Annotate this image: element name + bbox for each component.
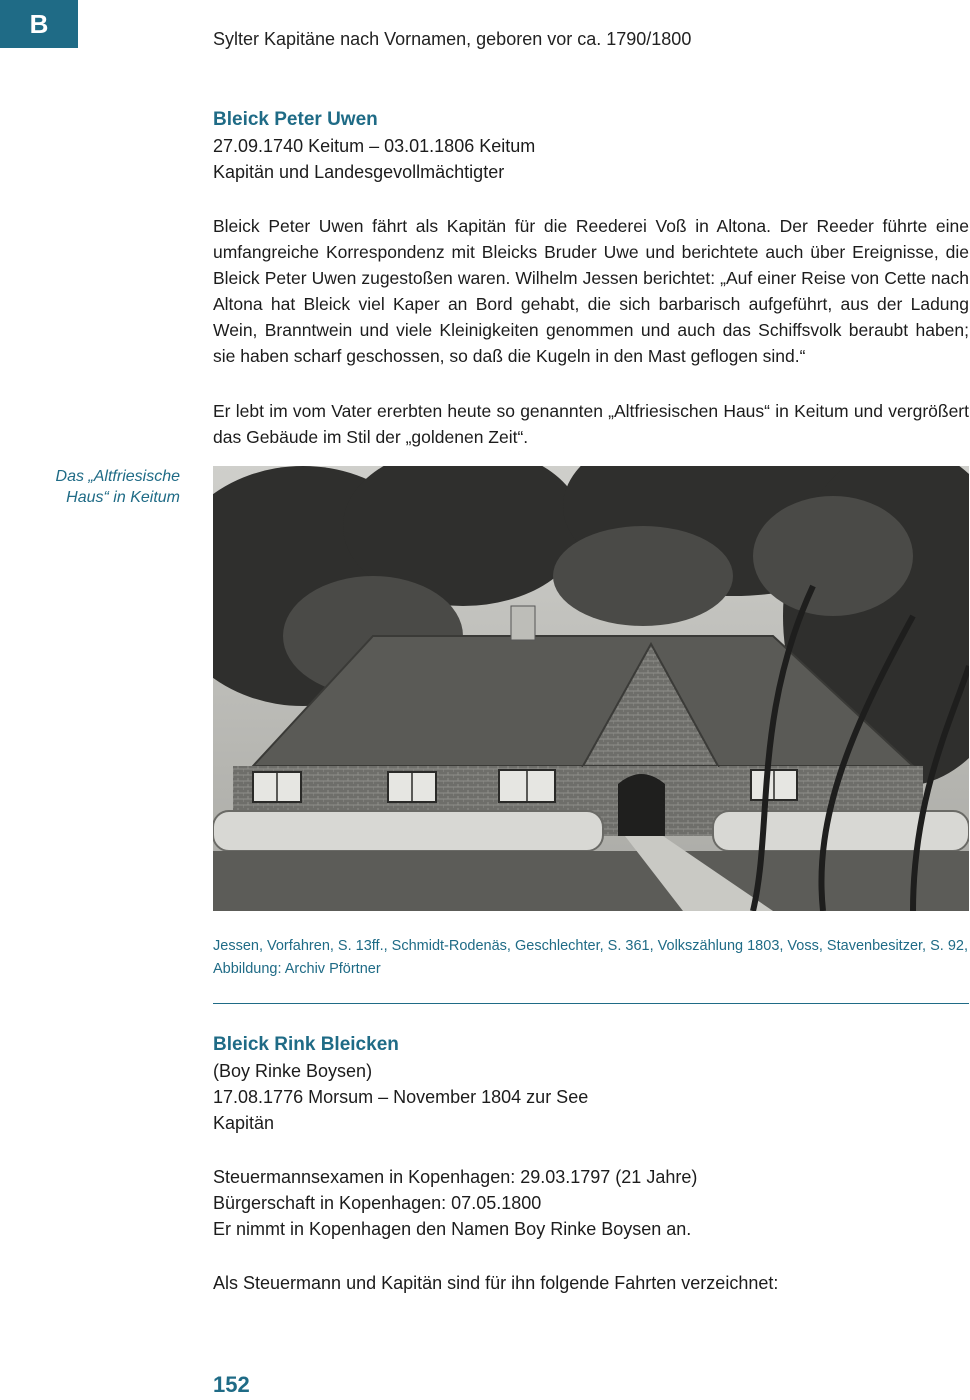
- voyages-intro: Als Steuermann und Kapitän sind für ihn folgende Fahrten verzeichnet:: [213, 1273, 779, 1293]
- chapter-letter: B: [29, 8, 49, 39]
- fact-name-change: Er nimmt in Kopenhagen den Namen Boy Rinke Boysen an.: [213, 1219, 692, 1239]
- house-illustration: [213, 466, 969, 911]
- entry-dates: 27.09.1740 Keitum – 03.01.1806 Keitum: [213, 136, 536, 156]
- entry-facts: [213, 1164, 969, 1242]
- chapter-tab: [0, 0, 78, 48]
- entry-name: Bleick Rink Bleicken: [213, 1034, 399, 1055]
- source-citation: Jessen, Vorfahren, S. 13ff., Schmidt-Rodenäs, Geschlechter, S. 361, Volkszählung 1803, Voss, Stavenbesitzer, S. 92, Abbildung: Archiv Pförtner: [213, 938, 968, 977]
- house-paragraph: Er lebt im vom Vater ererbten heute so genannten „Altfriesischen Haus“ in Keitum und vergrößert das Gebäude im Stil der „goldenen Zeit“.: [213, 401, 969, 447]
- photo-caption: Das „Altfriesische Haus“ in Keitum: [55, 468, 180, 506]
- entry-role: Kapitän und Landesgevollmächtigter: [213, 162, 505, 182]
- fact-citizenship: Bürgerschaft in Kopenhagen: 07.05.1800: [213, 1193, 542, 1213]
- entry-role: Kapitän: [213, 1113, 275, 1133]
- fact-exam: Steuermannsexamen in Kopenhagen: 29.03.1797 (21 Jahre): [213, 1167, 698, 1187]
- entry-header: [213, 107, 969, 185]
- divider: [213, 1003, 969, 1004]
- entry-alias: (Boy Rinke Boysen): [213, 1061, 373, 1081]
- entry-dates: 17.08.1776 Morsum – November 1804 zur See: [213, 1087, 589, 1107]
- entry-header: [213, 1032, 969, 1136]
- page-number: 152: [213, 1372, 250, 1397]
- biography-paragraph: Bleick Peter Uwen fährt als Kapitän für die Reederei Voß in Altona. Der Reeder führte eine umfangreiche Korrespondenz mit Bleicks Bruder Uwe und berichtete auch über Ereignisse, die Bleick Peter Uwen zugestoßen waren. Wilhelm Jessen berichtet: „Auf einer Reise von Cette nach Altona hat Bleick viel Kaper an Bord gehabt, die sich barbarisch aufgeführt, aus der Ladung Wein, Branntwein und viele Kleinigkeiten genommen und auch das Schiffsvolk beraubt haben; sie haben scharf geschossen, so daß die Kugeln in den Mast geflogen sind.“: [213, 216, 969, 366]
- running-head: Sylter Kapitäne nach Vornamen, geboren vor ca. 1790/1800: [213, 29, 692, 49]
- entry-name: Bleick Peter Uwen: [213, 109, 378, 130]
- house-photo: [213, 466, 969, 911]
